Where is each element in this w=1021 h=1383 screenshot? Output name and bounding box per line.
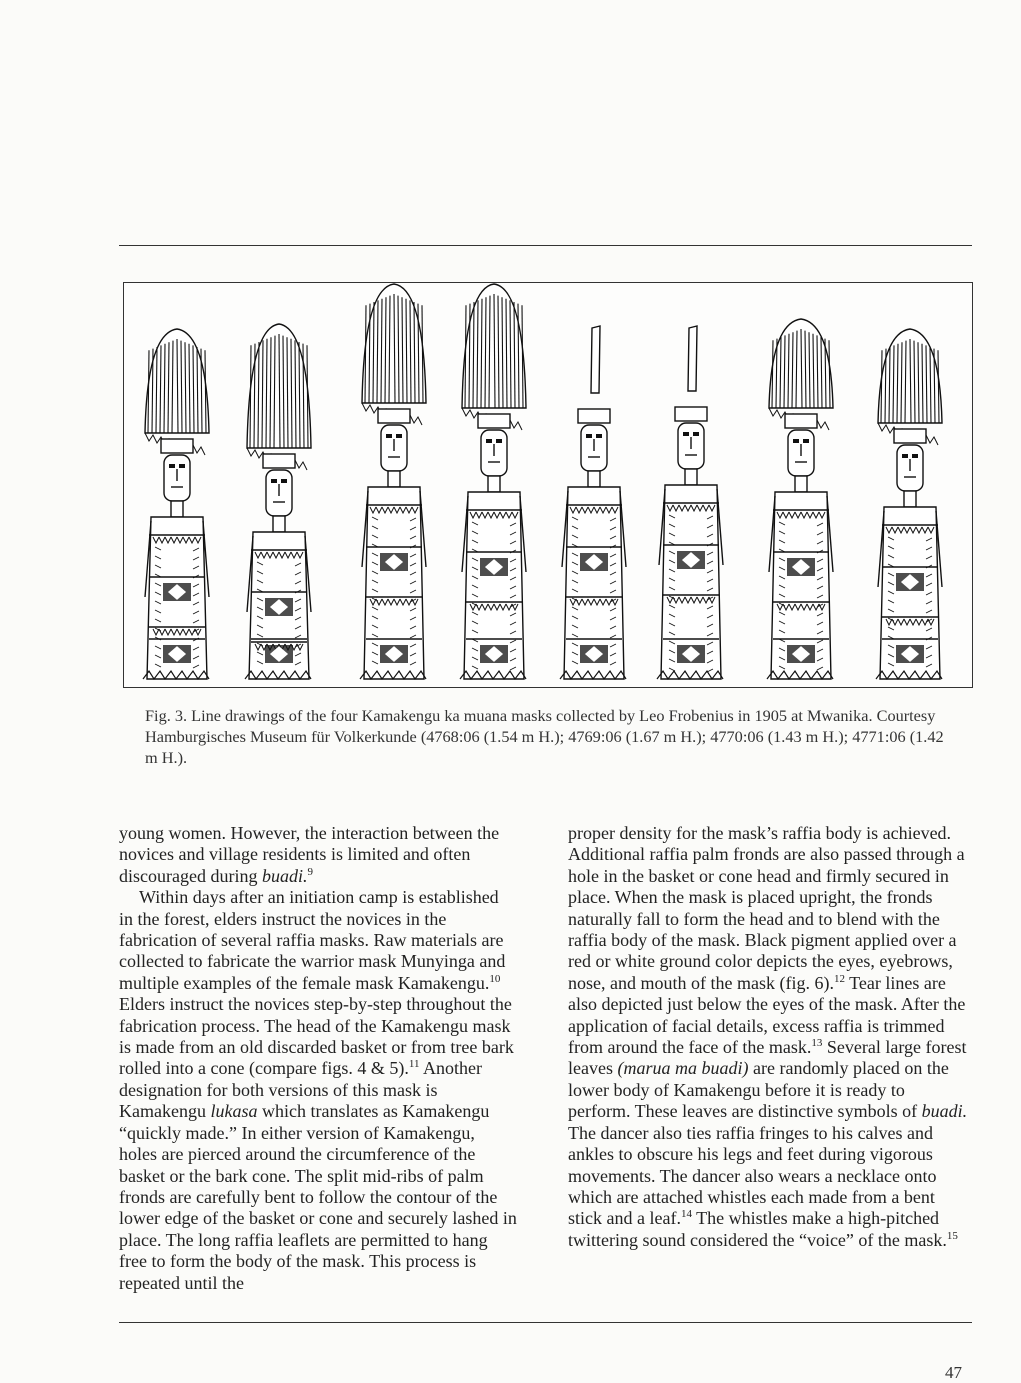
mask-figure-3 xyxy=(360,284,426,679)
mask-figure-8 xyxy=(876,329,942,679)
mask-figure-5 xyxy=(560,326,626,679)
text-run: The dancer also ties raffia fringes to his calves and ankles to obscure his legs and feet during vigorous movements. The dancer also wears a necklace onto which are attached whistles each made from a bent stick and a leaf. xyxy=(568,1122,937,1229)
italic-term: (marua ma buadi) xyxy=(617,1058,749,1079)
text-run: proper density for the mask’s raffia body is achieved. Additional raffia palm fronds are also passed through a hole in the basket or cone head and firmly secured in place. When the mask is placed upright, the fronds naturally fall to form the head and to blend with the raffia body of the mask. Black pigment applied over a red or white ground color depicts the eyes, eyebrows, nose, and mouth of the mask (fig. 6). xyxy=(568,823,965,993)
paragraph xyxy=(119,887,517,1294)
text-column-left xyxy=(119,823,517,1294)
mask-figure-4 xyxy=(460,284,526,679)
figure-caption: Fig. 3. Line drawings of the four Kamakengu ka muana masks collected by Leo Frobenius in 1905 at Mwanika. Courtesy Hamburgisches Museum für Volkerkunde (4768:06 (1.54 m H.); 4769:06 (1.67 m H.); 4770:06 (1.43 m H.); 4771:06 (1.42 m H.). xyxy=(145,706,944,767)
footnote-marker: 10 xyxy=(489,972,501,985)
text-run: Another designation for both versions of this mask is Kamakengu xyxy=(119,1058,483,1122)
footnote-marker: 13 xyxy=(811,1037,823,1050)
top-rule xyxy=(119,245,972,246)
mask-figure-2 xyxy=(245,324,311,679)
footnote-marker: 14 xyxy=(680,1208,692,1221)
footnote-marker: 9 xyxy=(307,865,313,878)
paragraph xyxy=(119,823,517,887)
italic-term: lukasa xyxy=(210,1101,258,1122)
mask-drawings-illustration xyxy=(124,283,972,687)
text-run: Tear lines are also depicted just below the eyes of the mask. After the application of facial details, excess raffia is trimmed from around the face of the mask. xyxy=(568,972,966,1058)
mask-figure-7 xyxy=(767,319,833,679)
italic-term: buadi. xyxy=(921,1101,968,1122)
text-run: young women. However, the interaction between the novices and village residents is limited and often discouraged during xyxy=(119,823,500,886)
text-run: The whistles make a high-pitched twittering sound considered the “voice” of the mask. xyxy=(568,1208,947,1250)
bottom-rule xyxy=(119,1322,972,1323)
text-run: Several large forest leaves xyxy=(568,1037,967,1079)
footnote-marker: 12 xyxy=(833,972,845,985)
text-run: which translates as Kamakengu “quickly made.” In either version of Kamakengu, holes are pierced around the circumference of the basket or the bark cone. The split mid-ribs of palm fronds are carefully bent to follow the contour of the lower edge of the basket or cone and securely lashed in place. The long raffia leaflets are permitted to hang free to form the body of the mask. This process is repeated until the xyxy=(119,1101,517,1293)
text-column-right xyxy=(568,823,968,1251)
footnote-marker: 11 xyxy=(408,1058,420,1071)
text-run: Elders instruct the novices step-by-step throughout the fabrication process. The head of the Kamakengu mask is made from an old discarded basket or from tree bark rolled into a cone (compare figs. 4 & 5). xyxy=(119,994,514,1079)
italic-term: buadi. xyxy=(261,865,308,886)
page-number: 47 xyxy=(945,1363,962,1382)
text-run: Within days after an initiation camp is established in the forest, elders instruct the novices in the fabrication of several raffia masks. Raw materials are collected to fabricate the warrior mask Munyinga and multiple examples of the female mask Kamakengu. xyxy=(119,887,506,993)
mask-figure-6 xyxy=(657,326,723,679)
text-run: are randomly placed on the lower body of Kamakengu before it is ready to perform. These leaves are distinctive symbols of xyxy=(568,1058,949,1122)
footnote-marker: 15 xyxy=(946,1229,958,1242)
paragraph xyxy=(568,823,968,1251)
mask-figure-1 xyxy=(143,329,209,679)
figure-frame xyxy=(123,282,973,688)
